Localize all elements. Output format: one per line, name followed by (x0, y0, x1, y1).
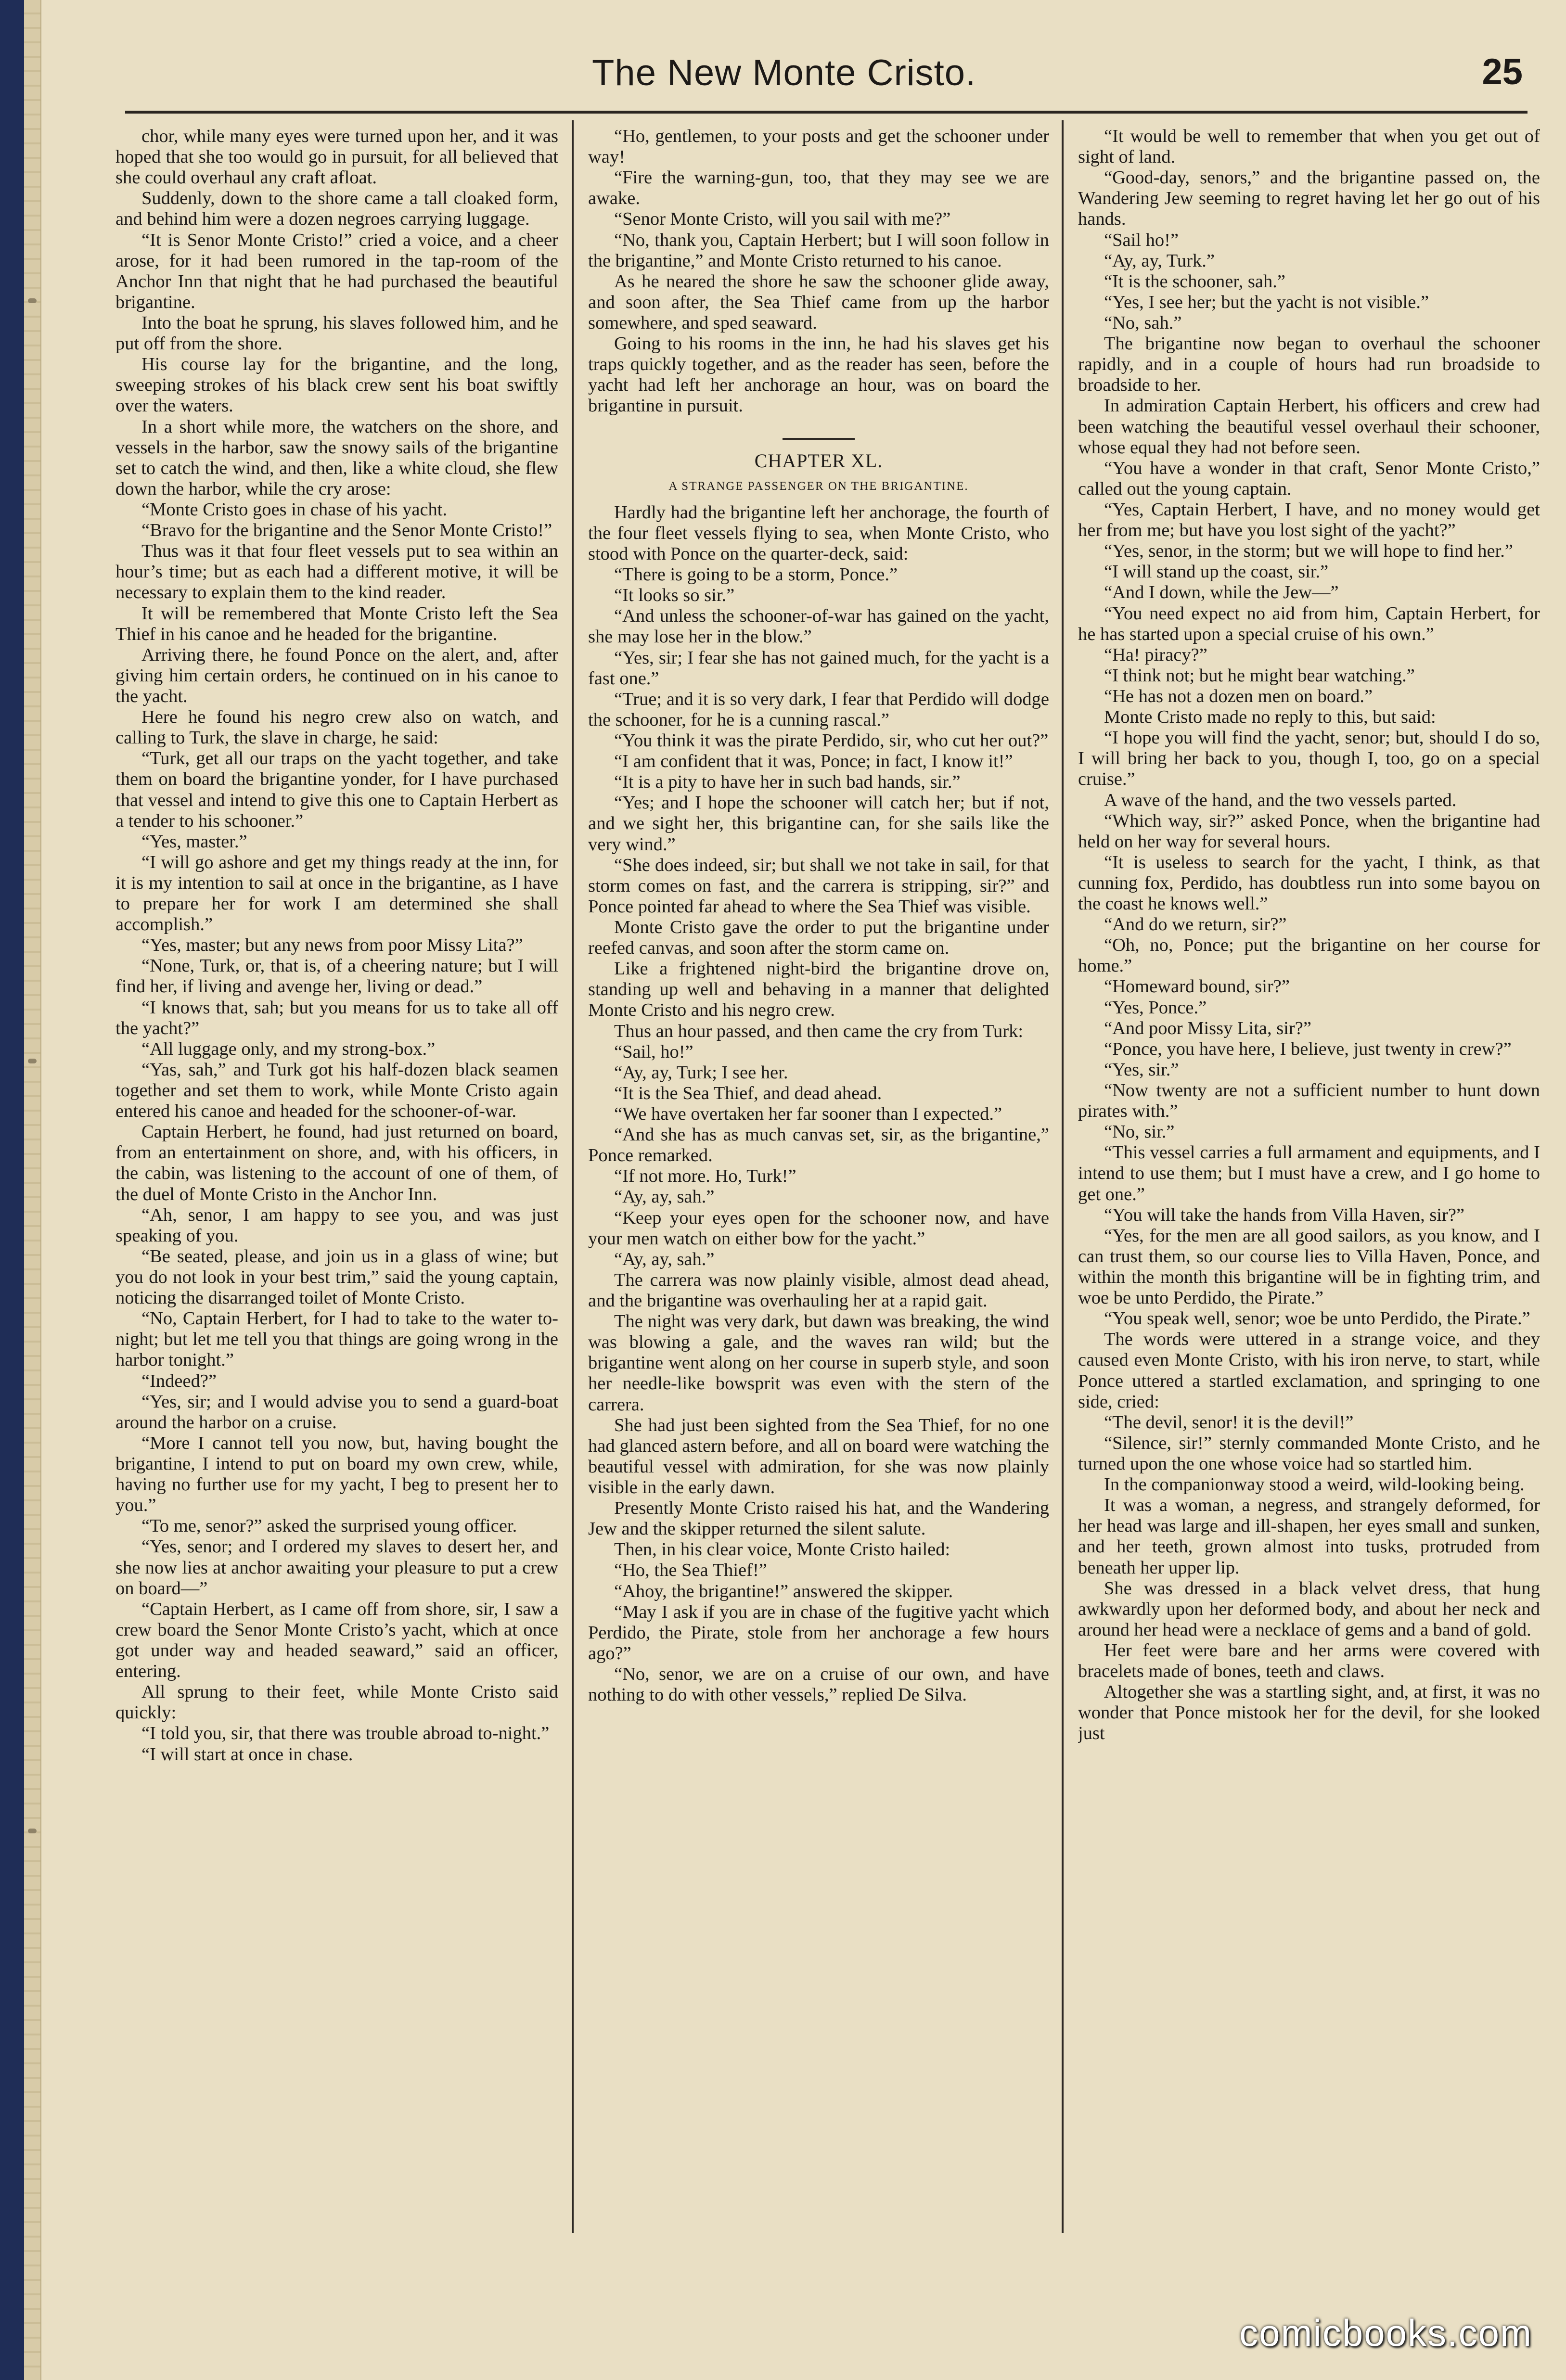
paragraph: “This vessel carries a full armament and equipments, and I intend to use them; but I must have a crew, and I go home to get one.” (1078, 1142, 1540, 1204)
column-divider (1062, 120, 1064, 2233)
paragraph: “Ha! piracy?” (1104, 644, 1207, 665)
column-2-before-chapter (588, 126, 1049, 417)
paragraph: Presently Monte Cristo raised his hat, and the Wandering Jew and the skipper returned the silent salute. (588, 1498, 1049, 1539)
paragraph: “Turk, get all our traps on the yacht together, and take them on board the brigantine yonder, for I have purchased that vessel and intend to give this one to Captain Herbert as a tender to his schooner.” (116, 748, 558, 831)
paragraph: “Be seated, please, and join us in a glass of wine; but you do not look in your best trim,” said the young captain, noticing the disarranged toilet of Monte Cristo. (116, 1246, 558, 1308)
binding-stitch (28, 1059, 37, 1063)
paragraph: “Ah, senor, I am happy to see you, and was just speaking of you. (116, 1204, 558, 1246)
page (24, 0, 1566, 2380)
paragraph: “It is Senor Monte Cristo!” cried a voice, and a cheer arose, for it had been rumored in the tap-room of the Anchor Inn that night that he had purchased the beautiful brigantine. (116, 230, 558, 312)
binding-stitch (28, 1829, 37, 1833)
paragraph: She was dressed in a black velvet dress, that hung awkwardly upon her deformed body, and about her neck and around her head were a necklace of gems and a band of gold. (1078, 1578, 1540, 1640)
paragraph: “Ponce, you have here, I believe, just twenty in crew?” (1104, 1038, 1512, 1059)
paragraph: In admiration Captain Herbert, his officers and crew had been watching the beautiful vessel overhaul their schooner, whose equal they had not before seen. (1078, 396, 1540, 458)
paragraph: “No, thank you, Captain Herbert; but I will soon follow in the brigantine,” and Monte Cristo returned to his canoe. (588, 230, 1049, 271)
paragraph: “I told you, sir, that there was trouble abroad to-night.” (141, 1723, 550, 1744)
paragraph: “Keep your eyes open for the schooner now, and have your men watch on either bow for the yacht.” (588, 1207, 1049, 1249)
paragraph: “All luggage only, and my strong-box.” (141, 1038, 436, 1059)
paragraph: “I hope you will find the yacht, senor; but, should I do so, I will bring her back to you, though I, too, go on a special cruise.” (1078, 728, 1540, 790)
paragraph: “And I down, while the Jew—” (1104, 582, 1339, 603)
paragraph: “And do we return, sir?” (1104, 914, 1287, 935)
watermark: comicbooks.com (1239, 2312, 1532, 2354)
paragraph: “You think it was the pirate Perdido, sir, who cut her out?” (614, 730, 1049, 751)
paragraph: “It is the Sea Thief, and dead ahead. (614, 1083, 882, 1103)
paragraph: Thus was it that four fleet vessels put to sea within an hour’s time; but as each had a different motive, it will be necessary to explain them to the kind reader. (116, 541, 558, 603)
paragraph: “Sail, ho!” (614, 1041, 693, 1062)
paragraph: “Yes; and I hope the schooner will catch her; but if not, and we sight her, this brigantine can, for she sails like the very wind.” (588, 793, 1049, 855)
paragraph: “You have a wonder in that craft, Senor Monte Cristo,” called out the young captain. (1078, 458, 1540, 499)
paragraph: “No, Captain Herbert, for I had to take to the water to-night; but let me tell you that things are going wrong in the harbor tonight.” (116, 1308, 558, 1370)
paragraph: The brigantine now began to overhaul the schooner rapidly, and in a couple of hours had run broadside to broadside to her. (1078, 333, 1540, 396)
paragraph: “I think not; but he might bear watching.” (1104, 665, 1415, 686)
paragraph: “Ho, gentlemen, to your posts and get the schooner under way! (588, 126, 1049, 167)
paragraph: “And poor Missy Lita, sir?” (1104, 1018, 1311, 1038)
paragraph: “Good-day, senors,” and the brigantine passed on, the Wandering Jew seeming to regret having let her go out of his hands. (1078, 167, 1540, 230)
paragraph: “Yes, senor, in the storm; but we will hope to find her.” (1104, 541, 1513, 562)
paragraph: “Yes, for the men are all good sailors, as you know, and I can trust them, so our course lies to Villa Haven, Ponce, and within the month this brigantine will be in fighting trim, and woe be unto Perdido, the Pirate.” (1078, 1225, 1540, 1308)
paragraph: “More I cannot tell you now, but, having bought the brigantine, I intend to put on board my own crew, while, having no further use for my yacht, I beg to present her to you.” (116, 1433, 558, 1516)
paragraph: Her feet were bare and her arms were covered with bracelets made of bones, teeth and claws. (1078, 1640, 1540, 1682)
paragraph: Going to his rooms in the inn, he had his slaves get his traps quickly together, and as the reader has seen, before the yacht had left her anchorage an hour, was on board the brigantine in pursuit. (588, 333, 1049, 416)
paragraph: Suddenly, down to the shore came a tall cloaked form, and behind him were a dozen negroes carrying luggage. (116, 188, 558, 230)
paragraph: “Yas, sah,” and Turk got his half-dozen black seamen together and set them to work, while Monte Cristo again entered his canoe and headed for the schooner-of-war. (116, 1059, 558, 1122)
paragraph: In a short while more, the watchers on the shore, and vessels in the harbor, saw the snowy sails of the brigantine set to catch the wind, and then, like a white cloud, she flew down the harbor, while the cry arose: (116, 416, 558, 499)
paragraph: Like a frightened night-bird the brigantine drove on, standing up well and behaving in a manner that delighted Monte Cristo and his negro crew. (588, 959, 1049, 1021)
paragraph: “And she has as much canvas set, sir, as the brigantine,” Ponce remarked. (588, 1125, 1049, 1166)
paragraph: Into the boat he sprung, his slaves followed him, and he put off from the shore. (116, 312, 558, 354)
paragraph: “I will stand up the coast, sir.” (1104, 562, 1329, 582)
chapter-heading: CHAPTER XL. (754, 449, 883, 472)
paragraph: Arriving there, he found Ponce on the alert, and, after giving him certain orders, he continued on in his canoe to the yacht. (116, 644, 558, 706)
paragraph: chor, while many eyes were turned upon her, and it was hoped that she too would go in pursuit, for all believed that she could overhaul any craft afloat. (116, 126, 558, 188)
paragraph: She had just been sighted from the Sea Thief, for no one had glanced astern before, and all on board were watching the beautiful vessel with admiration, for she was now plainly visible in the early dawn. (588, 1415, 1049, 1497)
binding-edge (24, 0, 41, 2380)
paragraph: “None, Turk, or, that is, of a cheering nature; but I will find her, if living and avenge her, living or dead.” (116, 956, 558, 997)
paragraph: “You speak well, senor; woe be unto Perdido, the Pirate.” (1104, 1308, 1530, 1329)
paragraph: It will be remembered that Monte Cristo left the Sea Thief in his canoe and he headed for the brigantine. (116, 603, 558, 644)
paragraph: “It is useless to search for the yacht, I think, as that cunning fox, Perdido, has doubtless run into some bayou on the coast he knows well.” (1078, 852, 1540, 914)
paragraph: “No, sir.” (1104, 1122, 1175, 1142)
paragraph: “Yes, master; but any news from poor Missy Lita?” (141, 935, 523, 956)
paragraph: “Yes, master.” (141, 831, 247, 852)
paragraph: Hardly had the brigantine left her anchorage, the fourth of the four fleet vessels flying to sea, when Monte Cristo, who stood with Ponce on the quarter-deck, said: (588, 502, 1049, 564)
paragraph: “If not more. Ho, Turk!” (614, 1166, 796, 1187)
paragraph: “It would be well to remember that when you get out of sight of land. (1078, 126, 1540, 167)
paragraph: “Yes, Ponce.” (1104, 997, 1207, 1018)
paragraph: Altogether she was a startling sight, and, at first, it was no wonder that Ponce mistook her for the devil, for she looked just (1078, 1682, 1540, 1744)
paragraph: “Indeed?” (141, 1370, 217, 1391)
paragraph: “Yes, sir; and I would advise you to send a guard-boat around the harbor on a cruise. (116, 1391, 558, 1433)
paragraph: Monte Cristo made no reply to this, but said: (1104, 707, 1436, 728)
paragraph: “Ho, the Sea Thief!” (614, 1560, 767, 1581)
paragraph: “You need expect no aid from him, Captain Herbert, for he has started upon a special cruise of his own.” (1078, 603, 1540, 644)
paragraph: “No, senor, we are on a cruise of our own, and have nothing to do with other vessels,” replied De Silva. (588, 1663, 1049, 1705)
paragraph: In the companionway stood a weird, wild-looking being. (1104, 1474, 1525, 1495)
paragraph: “It is the schooner, sah.” (1104, 271, 1285, 292)
paragraph: “Senor Monte Cristo, will you sail with me?” (614, 209, 951, 230)
column-divider (572, 120, 574, 2233)
paragraph: “Silence, sir!” sternly commanded Monte Cristo, and he turned upon the one whose voice had so startled him. (1078, 1433, 1540, 1474)
paragraph: “Homeward bound, sir?” (1104, 976, 1290, 997)
paragraph: Here he found his negro crew also on watch, and calling to Turk, the slave in charge, he said: (116, 707, 558, 748)
paragraph: “Yes, sir; I fear she has not gained much, for the yacht is a fast one.” (588, 647, 1049, 689)
paragraph: “Now twenty are not a sufficient number to hunt down pirates with.” (1078, 1080, 1540, 1122)
paragraph: The carrera was now plainly visible, almost dead ahead, and the brigantine was overhauling her at a rapid gait. (588, 1269, 1049, 1311)
chapter-subtitle: A STRANGE PASSENGER ON THE BRIGANTINE. (668, 480, 969, 493)
paragraph: “Yes, sir.” (1104, 1059, 1179, 1080)
paragraph: “Bravo for the brigantine and the Senor Monte Cristo!” (141, 520, 552, 541)
paragraph: “He has not a dozen men on board.” (1104, 686, 1373, 706)
paragraph: “It looks so sir.” (614, 585, 735, 606)
paragraph: “Oh, no, Ponce; put the brigantine on her course for home.” (1078, 935, 1540, 976)
paragraph: “We have overtaken her far sooner than I expected.” (614, 1104, 1002, 1124)
paragraph: “Ahoy, the brigantine!” answered the skipper. (614, 1581, 953, 1601)
paragraph: All sprung to their feet, while Monte Cristo said quickly: (116, 1682, 558, 1723)
paragraph: As he neared the shore he saw the schooner glide away, and soon after, the Sea Thief came from up the harbor somewhere, and sped seaward. (588, 271, 1049, 333)
paragraph: “May I ask if you are in chase of the fugitive yacht which Perdido, the Pirate, stole from her anchorage a few hours ago?” (588, 1601, 1049, 1663)
paragraph: “I knows that, sah; but you means for us to take all off the yacht?” (116, 997, 558, 1038)
paragraph: His course lay for the brigantine, and the long, sweeping strokes of his black crew sent his boat swiftly over the waters. (116, 354, 558, 416)
running-title: The New Monte Cristo. (592, 52, 976, 93)
paragraph: “I will go ashore and get my things ready at the inn, for it is my intention to sail at once in the brigantine, as I have to prepare her for work I am determined she shall accomplish.” (116, 852, 558, 935)
paragraph: “No, sah.” (1104, 312, 1182, 333)
paragraph: Captain Herbert, he found, had just returned on board, from an entertainment on shore, and, with his officers, in the cabin, was listening to the account of one of them, of the duel of Monte Cristo in the Anchor Inn. (116, 1122, 558, 1204)
paragraph: “There is going to be a storm, Ponce.” (614, 564, 898, 585)
paragraph: Then, in his clear voice, Monte Cristo hailed: (614, 1539, 950, 1560)
binding-stitch (28, 298, 37, 303)
paragraph: Monte Cristo gave the order to put the brigantine under reefed canvas, and soon after the storm came on. (588, 917, 1049, 959)
paragraph: The words were uttered in a strange voice, and they caused even Monte Cristo, with his iron nerve, to start, while Ponce uttered a startled exclamation, and springing to one side, cried: (1078, 1329, 1540, 1412)
paragraph: “Ay, ay, sah.” (614, 1187, 715, 1207)
paragraph: “And unless the schooner-of-war has gained on the yacht, she may lose her in the blow.” (588, 606, 1049, 647)
paragraph: “Ay, ay, Turk; I see her. (614, 1062, 788, 1083)
paragraph: Thus an hour passed, and then came the cry from Turk: (614, 1021, 1024, 1041)
text-column-2 (588, 126, 1049, 2234)
paragraph: “Sail ho!” (1104, 230, 1179, 250)
paragraph: “Ay, ay, sah.” (614, 1249, 715, 1269)
paragraph: “True; and it is so very dark, I fear that Perdido will dodge the schooner, for he is a cunning rascal.” (588, 689, 1049, 730)
paragraph: “Which way, sir?” asked Ponce, when the brigantine had held on her way for several hours. (1078, 810, 1540, 852)
paragraph: “I will start at once in chase. (141, 1744, 353, 1765)
column-2-after-chapter (588, 502, 1049, 1705)
paragraph: “To me, senor?” asked the surprised young officer. (141, 1516, 517, 1536)
paragraph: “Yes, senor; and I ordered my slaves to desert her, and she now lies at anchor awaiting your pleasure to put a crew on board—” (116, 1536, 558, 1599)
paragraph: “Fire the warning-gun, too, that they may see we are awake. (588, 167, 1049, 209)
page-header (125, 48, 1527, 114)
paragraph: “You will take the hands from Villa Haven, sir?” (1104, 1204, 1465, 1225)
paragraph: The night was very dark, but dawn was breaking, the wind was blowing a gale, and the waves ran wild; but the brigantine went along on her course in superb style, and soon her needle-like bowsprit was even with the stern of the carrera. (588, 1311, 1049, 1415)
page-number: 25 (1482, 51, 1523, 92)
paragraph: “Yes, Captain Herbert, I have, and no money would get her from me; but have you lost sight of the yacht?” (1078, 499, 1540, 541)
paragraph: “Yes, I see her; but the yacht is not visible.” (1104, 292, 1429, 312)
chapter-rule (783, 438, 855, 440)
paragraph: “It is a pity to have her in such bad hands, sir.” (614, 772, 961, 793)
text-column-3 (1078, 126, 1540, 2234)
paragraph: A wave of the hand, and the two vessels parted. (1104, 790, 1457, 810)
paragraph: “I am confident that it was, Ponce; in fact, I know it!” (614, 751, 1013, 772)
paragraph: “The devil, senor! it is the devil!” (1104, 1412, 1354, 1433)
paragraph: “Monte Cristo goes in chase of his yacht. (141, 499, 448, 520)
paragraph: It was a woman, a negress, and strangely deformed, for her head was large and ill-shapen, her eyes small and sunken, and her teeth, grown almost into tusks, protruded from beneath her upper lip. (1078, 1495, 1540, 1578)
paragraph: “Ay, ay, Turk.” (1104, 250, 1215, 271)
paragraph: “She does indeed, sir; but shall we not take in sail, for that storm comes on fast, and the carrera is stripping, sir?” and Ponce pointed far ahead to where the Sea Thief was visible. (588, 855, 1049, 917)
text-column-1 (116, 126, 558, 2234)
paragraph: “Captain Herbert, as I came off from shore, sir, I saw a crew board the Senor Monte Cristo’s yacht, which at once got under way and headed seaward,” said an officer, entering. (116, 1599, 558, 1682)
